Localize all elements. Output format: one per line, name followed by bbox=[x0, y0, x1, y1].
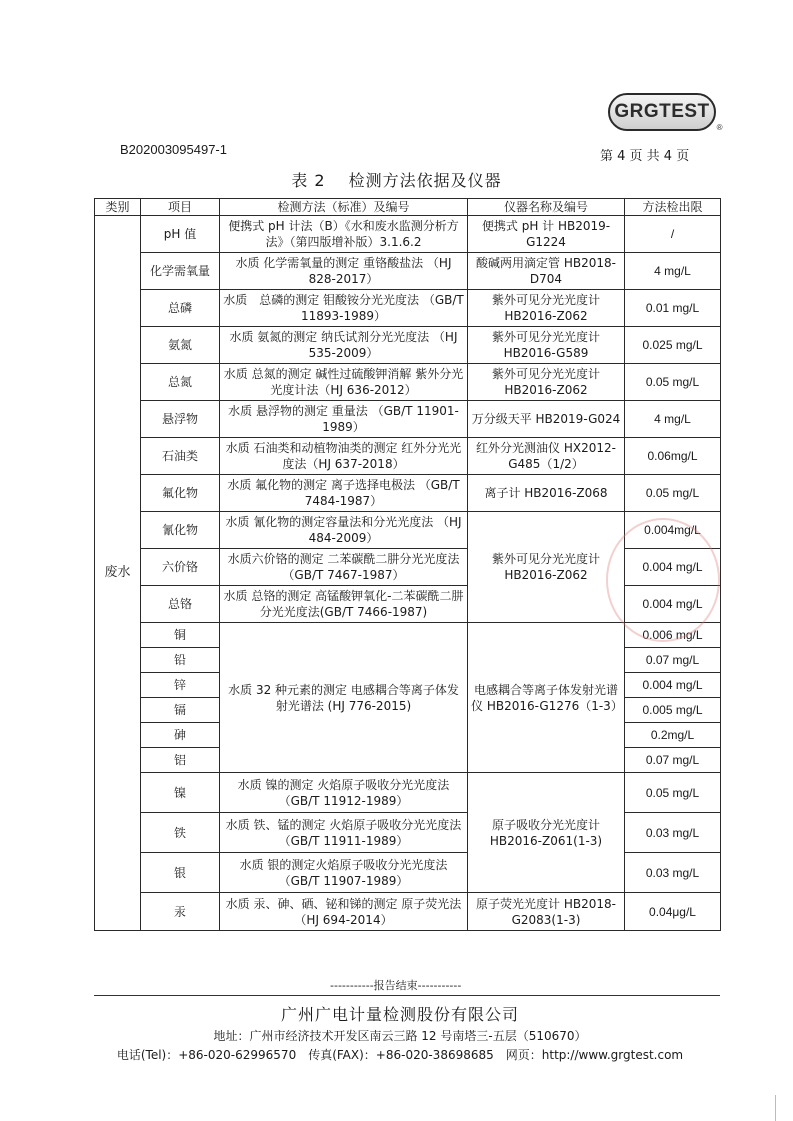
method-cell: 水质 总磷的测定 钼酸铵分光光度法 （GB/T 11893-1989） bbox=[220, 290, 468, 327]
report-number: B202003095497-1 bbox=[120, 142, 227, 157]
table-row bbox=[95, 327, 721, 364]
instrument-cell: 便携式 pH 计 HB2019-G1224 bbox=[468, 216, 625, 253]
table-row bbox=[95, 586, 721, 623]
registered-mark: ® bbox=[716, 123, 723, 132]
item-cell: 铝 bbox=[141, 748, 220, 773]
page-edge-mark bbox=[775, 1095, 776, 1121]
item-cell: 化学需氧量 bbox=[141, 253, 220, 290]
table-row bbox=[95, 253, 721, 290]
instrument-cell: 离子计 HB2016-Z068 bbox=[468, 475, 625, 512]
table-row bbox=[95, 290, 721, 327]
limit-cell: 0.07 mg/L bbox=[625, 648, 721, 673]
table-row bbox=[95, 549, 721, 586]
limit-cell: 4 mg/L bbox=[625, 401, 721, 438]
item-cell: 总铬 bbox=[141, 586, 220, 623]
instrument-cell-shared-aas: 原子吸收分光光度计 HB2016-Z061(1-3) bbox=[468, 773, 625, 893]
item-cell: 锌 bbox=[141, 673, 220, 698]
limit-cell: 0.05 mg/L bbox=[625, 773, 721, 813]
item-cell: 总磷 bbox=[141, 290, 220, 327]
header-item: 项目 bbox=[141, 199, 220, 216]
limit-cell: 0.05 mg/L bbox=[625, 475, 721, 512]
report-end-note: -----------报告结束----------- bbox=[330, 979, 462, 992]
item-cell: pH 值 bbox=[141, 216, 220, 253]
method-cell: 水质 石油类和动植物油类的测定 红外分光光度法（HJ 637-2018） bbox=[220, 438, 468, 475]
method-cell: 水质 铁、锰的测定 火焰原子吸收分光光度法 （GB/T 11911-1989） bbox=[220, 813, 468, 853]
table-row bbox=[95, 893, 721, 931]
instrument-cell-shared-uv: 紫外可见分光光度计 HB2016-Z062 bbox=[468, 512, 625, 623]
header-instrument: 仪器名称及编号 bbox=[468, 199, 625, 216]
method-cell: 水质 银的测定火焰原子吸收分光光度法 （GB/T 11907-1989） bbox=[220, 853, 468, 893]
limit-cell: 0.005 mg/L bbox=[625, 698, 721, 723]
item-cell: 六价铬 bbox=[141, 549, 220, 586]
limit-cell: 0.03 mg/L bbox=[625, 853, 721, 893]
item-cell: 氰化物 bbox=[141, 512, 220, 549]
item-cell: 铜 bbox=[141, 623, 220, 648]
method-cell: 水质 总氮的测定 碱性过硫酸钾消解 紫外分光光度计法（HJ 636-2012） bbox=[220, 364, 468, 401]
limit-cell: 0.025 mg/L bbox=[625, 327, 721, 364]
limit-cell: 0.004mg/L bbox=[625, 512, 721, 549]
item-cell: 氨氮 bbox=[141, 327, 220, 364]
method-cell: 水质 氟化物的测定 离子选择电极法 （GB/T 7484-1987） bbox=[220, 475, 468, 512]
table-row bbox=[95, 401, 721, 438]
limit-cell: 0.004 mg/L bbox=[625, 586, 721, 623]
logo-text: GRGTEST bbox=[614, 101, 710, 122]
limit-cell: / bbox=[625, 216, 721, 253]
header-method: 检测方法（标准）及编号 bbox=[220, 199, 468, 216]
page-info: 第 4 页 共 4 页 bbox=[600, 149, 690, 164]
instrument-cell: 红外分光测油仪 HX2012-G485（1/2） bbox=[468, 438, 625, 475]
item-cell: 砷 bbox=[141, 723, 220, 748]
table-row bbox=[95, 364, 721, 401]
instrument-cell-shared-icp: 电感耦合等离子体发射光谱仪 HB2016-G1276（1-3） bbox=[468, 623, 625, 773]
limit-cell: 0.03 mg/L bbox=[625, 813, 721, 853]
company-address: 地址：广州市经济技术开发区南云三路 12 号南塔三-五层（510670） bbox=[213, 1029, 587, 1043]
item-cell: 银 bbox=[141, 853, 220, 893]
limit-cell: 0.01 mg/L bbox=[625, 290, 721, 327]
item-cell: 总氮 bbox=[141, 364, 220, 401]
item-cell: 汞 bbox=[141, 893, 220, 931]
limit-cell: 0.05 mg/L bbox=[625, 364, 721, 401]
method-cell: 水质 总铬的测定 高锰酸钾氧化-二苯碳酰二肼分光光度法(GB/T 7466-1987) bbox=[220, 586, 468, 623]
category-cell: 废水 bbox=[95, 216, 141, 931]
item-cell: 镉 bbox=[141, 698, 220, 723]
footer-divider bbox=[94, 995, 720, 996]
instrument-cell: 原子荧光光度计 HB2018-G2083(1-3) bbox=[468, 893, 625, 931]
instrument-cell: 紫外可见分光光度计 HB2016-G589 bbox=[468, 327, 625, 364]
limit-cell: 0.06mg/L bbox=[625, 438, 721, 475]
table-row bbox=[95, 623, 721, 648]
method-cell: 水质 悬浮物的测定 重量法 （GB/T 11901-1989） bbox=[220, 401, 468, 438]
table-row bbox=[95, 813, 721, 853]
table-row bbox=[95, 475, 721, 512]
limit-cell: 0.006 mg/L bbox=[625, 623, 721, 648]
method-cell-shared-icp: 水质 32 种元素的测定 电感耦合等离子体发射光谱法 (HJ 776-2015) bbox=[220, 623, 468, 773]
limit-cell: 0.2mg/L bbox=[625, 723, 721, 748]
table-row bbox=[95, 438, 721, 475]
header-category: 类别 bbox=[95, 199, 141, 216]
item-cell: 氟化物 bbox=[141, 475, 220, 512]
method-cell: 水质六价铬的测定 二苯碳酰二肼分光光度法 （GB/T 7467-1987） bbox=[220, 549, 468, 586]
company-contacts: 电话(Tel)：+86-020-62996570 传真(FAX)：+86-020-38698685 网页：http://www.grgtest.com bbox=[116, 1048, 684, 1062]
table-title: 表 2 检测方法依据及仪器 bbox=[291, 171, 502, 190]
table-row bbox=[95, 512, 721, 549]
item-cell: 铅 bbox=[141, 648, 220, 673]
instrument-cell: 紫外可见分光光度计 HB2016-Z062 bbox=[468, 364, 625, 401]
item-cell: 铁 bbox=[141, 813, 220, 853]
table-row bbox=[95, 853, 721, 893]
instrument-cell: 酸碱两用滴定管 HB2018-D704 bbox=[468, 253, 625, 290]
methods-table bbox=[94, 198, 721, 931]
item-cell: 石油类 bbox=[141, 438, 220, 475]
instrument-cell: 紫外可见分光光度计 HB2016-Z062 bbox=[468, 290, 625, 327]
method-cell: 水质 汞、砷、硒、铋和锑的测定 原子荧光法 （HJ 694-2014） bbox=[220, 893, 468, 931]
item-cell: 悬浮物 bbox=[141, 401, 220, 438]
company-name: 广州广电计量检测股份有限公司 bbox=[280, 1005, 519, 1024]
table-row bbox=[95, 773, 721, 813]
item-cell: 镍 bbox=[141, 773, 220, 813]
method-cell: 便携式 pH 计法（B）《水和废水监测分析方法》（第四版增补版）3.1.6.2 bbox=[220, 216, 468, 253]
limit-cell: 4 mg/L bbox=[625, 253, 721, 290]
method-cell: 水质 镍的测定 火焰原子吸收分光光度法 （GB/T 11912-1989） bbox=[220, 773, 468, 813]
table-row bbox=[95, 216, 721, 253]
limit-cell: 0.004 mg/L bbox=[625, 673, 721, 698]
method-cell: 水质 氰化物的测定容量法和分光光度法 （HJ 484-2009） bbox=[220, 512, 468, 549]
table-header-row bbox=[95, 199, 721, 216]
method-cell: 水质 化学需氧量的测定 重铬酸盐法 （HJ 828-2017） bbox=[220, 253, 468, 290]
header-limit: 方法检出限 bbox=[625, 199, 721, 216]
limit-cell: 0.04μg/L bbox=[625, 893, 721, 931]
company-logo bbox=[608, 93, 723, 132]
method-cell: 水质 氨氮的测定 纳氏试剂分光光度法 （HJ 535-2009） bbox=[220, 327, 468, 364]
instrument-cell: 万分级天平 HB2019-G024 bbox=[468, 401, 625, 438]
limit-cell: 0.004 mg/L bbox=[625, 549, 721, 586]
limit-cell: 0.07 mg/L bbox=[625, 748, 721, 773]
